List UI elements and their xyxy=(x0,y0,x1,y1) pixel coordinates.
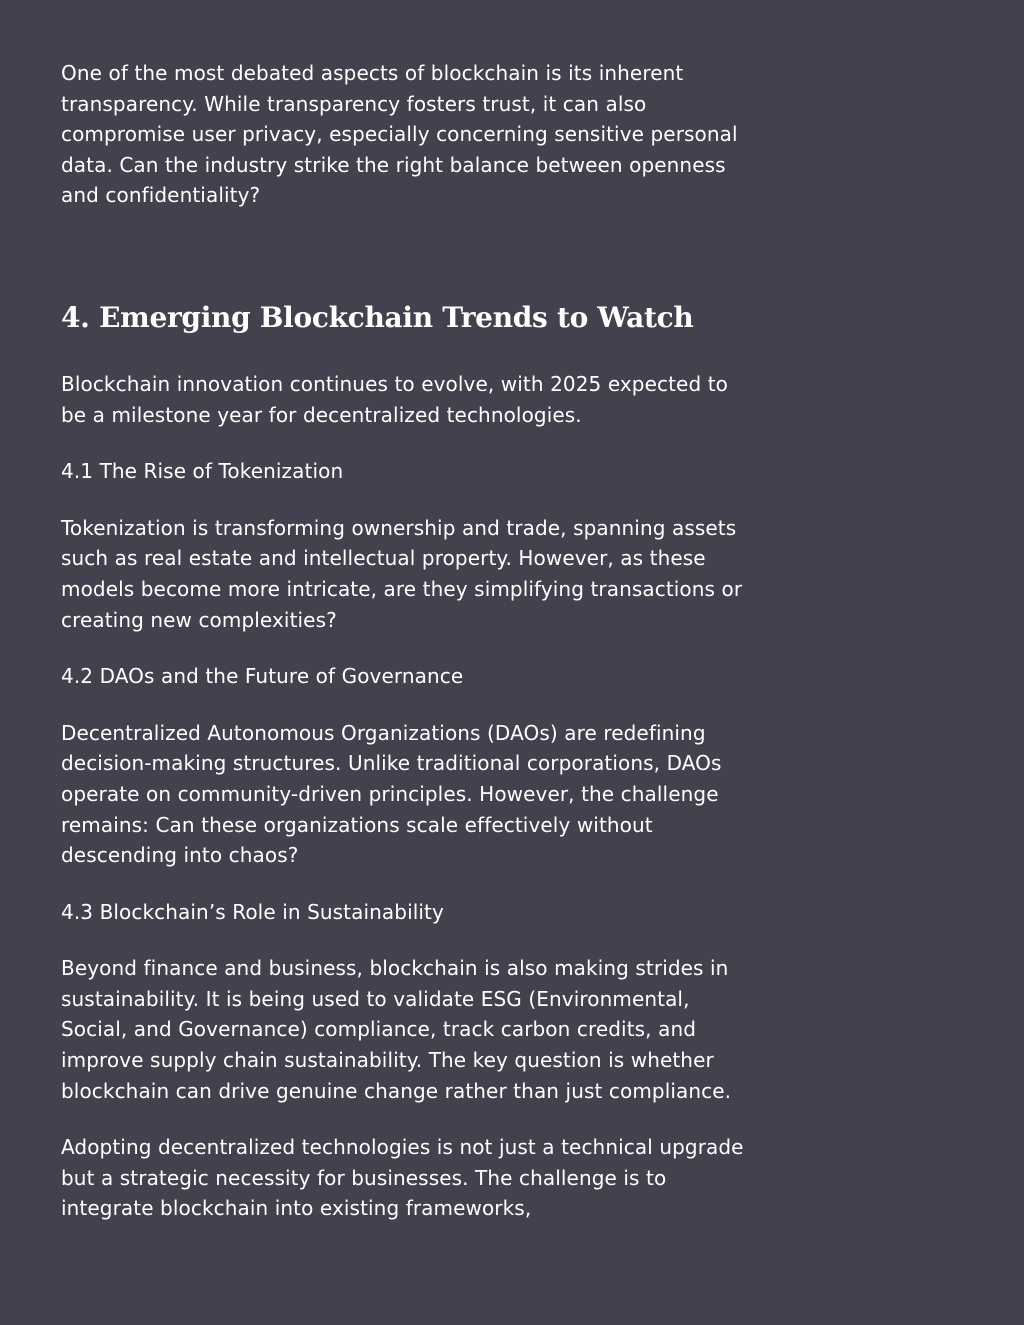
document-page xyxy=(61,58,751,1224)
subsection-title-sustainability: 4.3 Blockchain’s Role in Sustainability xyxy=(61,899,444,924)
subsection-body-sustainability: Beyond finance and business, blockchain is also making strides in sustainability. It is being used to validate ESG (Environmental, Social, and Governance) compliance, track carbon credits, and improve supply chain sustainability. The key question is whether blockchain can drive genuine change rather than just compliance. xyxy=(61,956,732,1103)
subsection-body-tokenization: Tokenization is transforming ownership and trade, spanning assets such as real estate and intellectual property. However, as these models become more intricate, are they simplifying transactions or creating new complexities? xyxy=(61,515,743,632)
intro-paragraph: One of the most debated aspects of blockchain is its inherent transparency. While transparency fosters trust, it can also compromise user privacy, especially concerning sensitive personal data. Can the industry strike the right balance between openness and confidentiality? xyxy=(61,61,738,208)
section-intro-paragraph: Blockchain innovation continues to evolve, with 2025 expected to be a milestone year for decentralized technologies. xyxy=(61,371,728,427)
subsection-title-daos: 4.2 DAOs and the Future of Governance xyxy=(61,664,464,689)
closing-paragraph: Adopting decentralized technologies is not just a technical upgrade but a strategic necessity for businesses. The challenge is to integrate blockchain into existing frameworks, xyxy=(61,1135,744,1221)
subsection-body-daos: Decentralized Autonomous Organizations (DAOs) are redefining decision-making structures. Unlike traditional corporations, DAOs operate on community-driven principles. However, the challenge remains: Can these organizations scale effectively without descending into chaos? xyxy=(61,720,722,868)
subsection-title-tokenization: 4.1 The Rise of Tokenization xyxy=(61,459,344,484)
section-heading: 4. Emerging Blockchain Trends to Watch xyxy=(61,300,694,334)
